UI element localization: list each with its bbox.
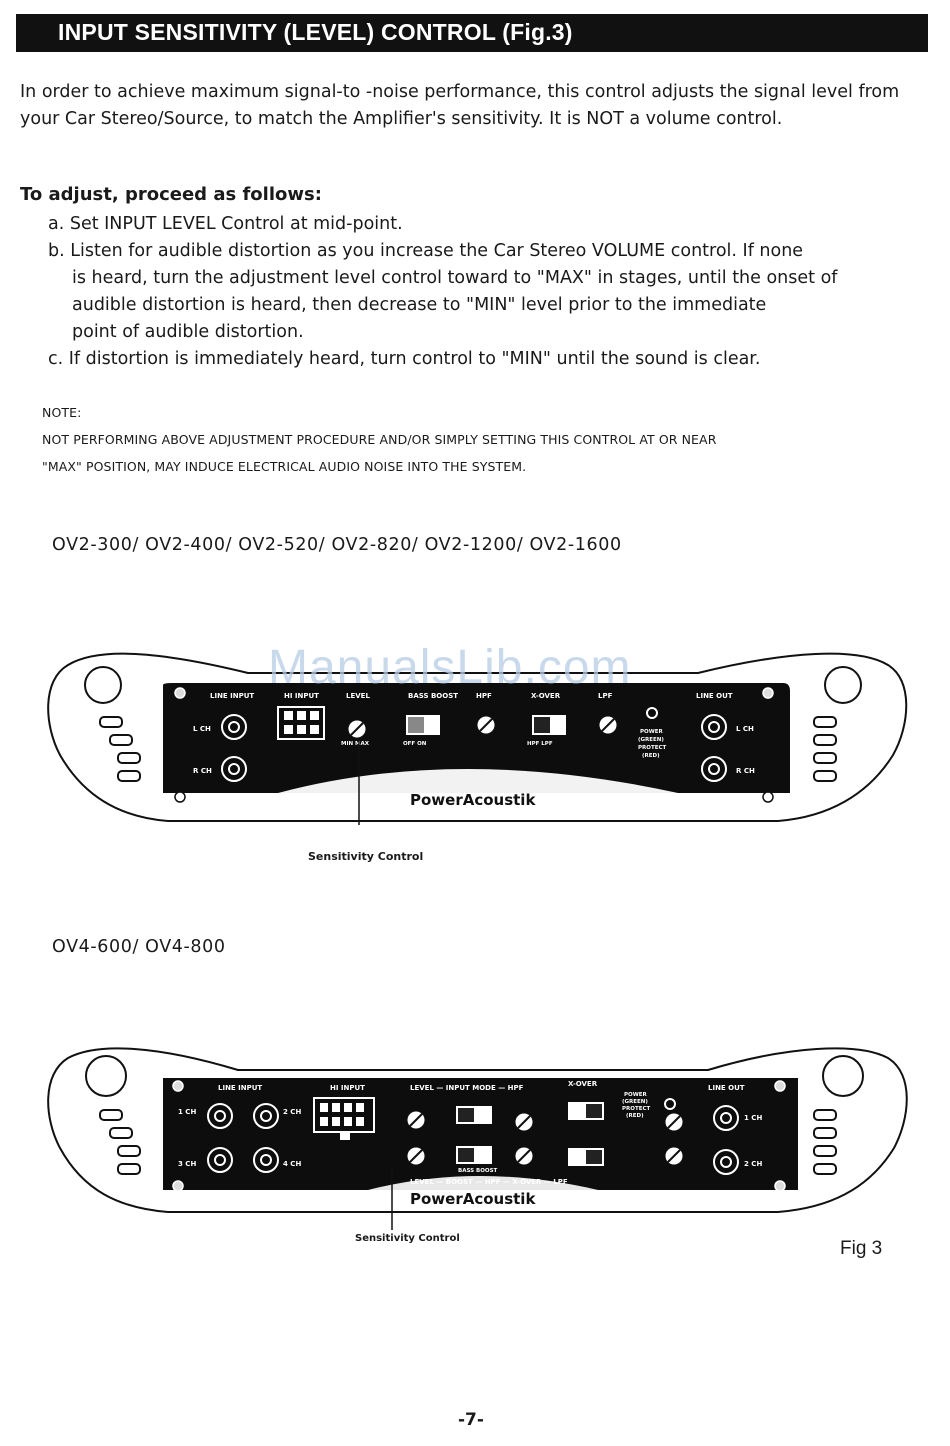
section-header-bar <box>16 14 928 52</box>
label-off-on-2ch: OFF ON <box>403 741 427 747</box>
figure-label: Fig 3 <box>840 1238 883 1259</box>
label-hi-input-2ch: HI INPUT <box>284 692 319 700</box>
caption-4ch: Sensitivity Control <box>355 1233 460 1244</box>
label-4ch-in: 4 CH <box>283 1160 302 1168</box>
label-level-row-4ch: LEVEL — INPUT MODE — HPF <box>410 1084 524 1092</box>
models-2ch: OV2-300/ OV2-400/ OV2-520/ OV2-820/ OV2-1200/ OV2-1600 <box>52 535 622 555</box>
label-1ch-in: 1 CH <box>178 1108 197 1116</box>
step-b-line4: point of audible distortion. <box>72 322 304 342</box>
label-level-min-max-2ch: MIN MAX <box>341 741 370 747</box>
label-1ch-out: 1 CH <box>744 1114 763 1122</box>
label-power-4ch: POWER <box>624 1092 647 1098</box>
label-protect-4ch: PROTECT <box>622 1106 651 1112</box>
watermark: ManualsLib.com <box>268 641 632 694</box>
label-red-2ch: (RED) <box>642 753 660 759</box>
label-lpf-2ch: LPF <box>598 692 613 700</box>
step-a: a. Set INPUT LEVEL Control at mid-point. <box>48 214 403 234</box>
label-xover-4ch: X-OVER <box>568 1080 598 1088</box>
intro-paragraph: In order to achieve maximum signal-to -noise performance, this control adjusts the signal level from your Car Stereo/Source, to match the Amplifier's sensitivity. It is NOT a volume control. <box>20 82 900 129</box>
step-b-line3: audible distortion is heard, then decrease to "MIN" level prior to the immediate <box>72 295 767 315</box>
label-3ch-in: 3 CH <box>178 1160 197 1168</box>
page-number: -7- <box>458 1410 484 1430</box>
note-label: NOTE: <box>42 405 82 420</box>
label-2ch-in: 2 CH <box>283 1108 302 1116</box>
label-2ch-out: 2 CH <box>744 1160 763 1168</box>
label-line-out-2ch: LINE OUT <box>696 692 733 700</box>
label-green-4ch: (GREEN) <box>622 1099 648 1105</box>
step-b-line1: b. Listen for audible distortion as you increase the Car Stereo VOLUME control. If none <box>48 241 804 261</box>
models-4ch: OV4-600/ OV4-800 <box>52 937 226 957</box>
brand-logo-4ch: PowerAcoustik <box>410 1190 536 1208</box>
label-line-out-4ch: LINE OUT <box>708 1084 745 1092</box>
label-level-2ch: LEVEL <box>346 692 370 700</box>
label-line-input-4ch: LINE INPUT <box>218 1084 263 1092</box>
label-green-2ch: (GREEN) <box>638 737 664 743</box>
note-line1: NOT PERFORMING ABOVE ADJUSTMENT PROCEDURE AND/OR SIMPLY SETTING THIS CONTROL AT OR NEAR <box>42 432 717 447</box>
label-lch-in-2ch: L CH <box>193 725 211 733</box>
step-c: c. If distortion is immediately heard, turn control to "MIN" until the sound is clear. <box>48 349 761 369</box>
label-lch-out-2ch: L CH <box>736 725 754 733</box>
note-line2: "MAX" POSITION, MAY INDUCE ELECTRICAL AUDIO NOISE INTO THE SYSTEM. <box>42 459 527 474</box>
brand-logo-2ch: PowerAcoustik <box>410 791 536 809</box>
label-xover-2ch: X-OVER <box>531 692 561 700</box>
label-hi-input-4ch: HI INPUT <box>330 1084 365 1092</box>
caption-2ch: Sensitivity Control <box>308 850 424 863</box>
label-red-4ch: (RED) <box>626 1113 644 1119</box>
label-rch-out-2ch: R CH <box>736 767 755 775</box>
label-bass-boost-2ch: BASS BOOST <box>408 692 459 700</box>
label-hpf-2ch: HPF <box>476 692 492 700</box>
label-power-2ch: POWER <box>640 729 663 735</box>
label-line-input-2ch: LINE INPUT <box>210 692 255 700</box>
label-rch-in-2ch: R CH <box>193 767 212 775</box>
label-bass-boost-4ch: BASS BOOST <box>458 1168 498 1174</box>
procedure-title: To adjust, proceed as follows: <box>20 184 322 205</box>
label-bottom-row-4ch: LEVEL — BOOST — HPF — X-OVER — LPF <box>410 1178 568 1186</box>
step-b-line2: is heard, turn the adjustment level control toward to "MAX" in stages, until the onset of <box>72 268 838 288</box>
amp-4ch-diagram <box>38 1040 918 1230</box>
label-protect-2ch: PROTECT <box>638 745 667 751</box>
label-hpf-lpf-2ch: HPF LPF <box>527 741 553 747</box>
section-title: INPUT SENSITIVITY (LEVEL) CONTROL (Fig.3) <box>58 19 573 45</box>
